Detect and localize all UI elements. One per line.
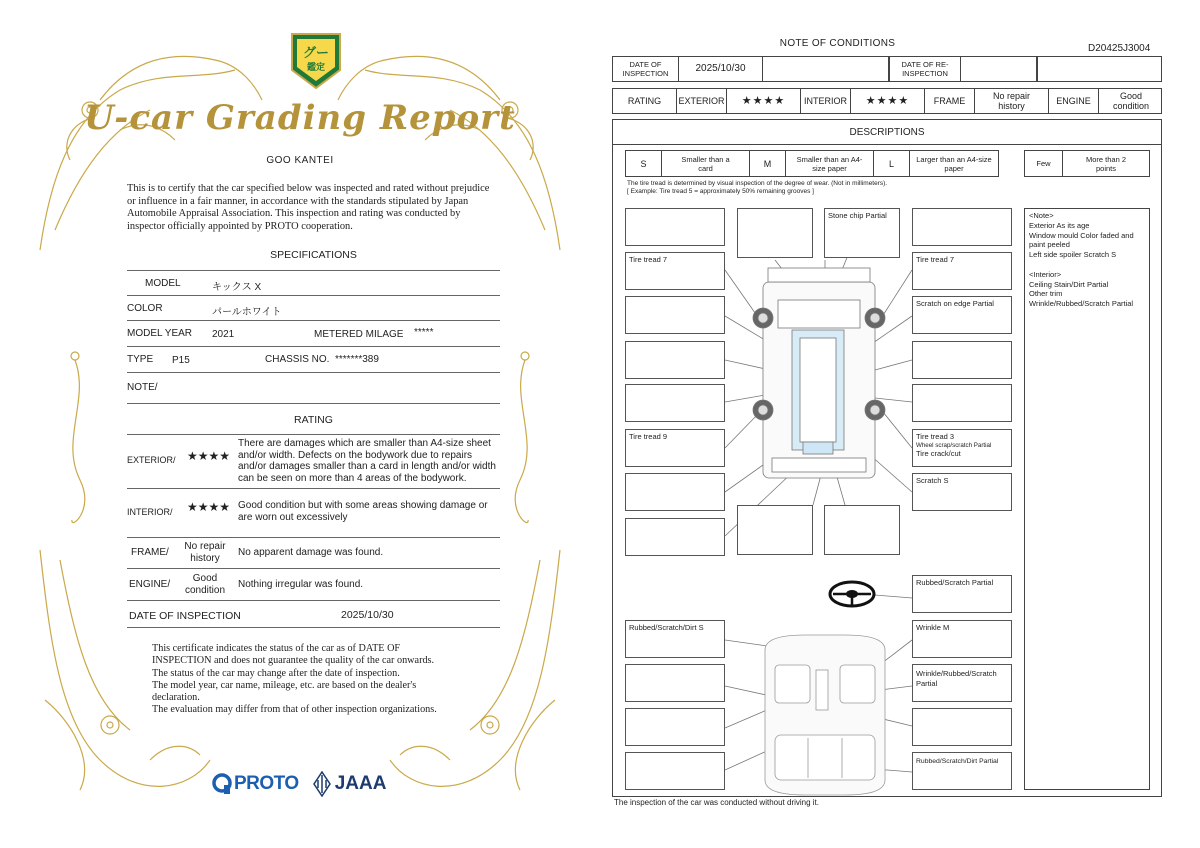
jaaa-mark-icon (313, 771, 331, 797)
chassis-label: CHASSIS NO. (265, 354, 330, 365)
issuer-logos (212, 770, 386, 798)
proto-logo (212, 773, 299, 795)
annotation-box (625, 664, 725, 702)
disclaimer-line: The evaluation may differ from that of other inspection organizations. (152, 704, 437, 716)
interior-stars: ★★★★ (187, 500, 231, 514)
engine-value: Good condition (1112, 91, 1150, 111)
type-row (127, 347, 500, 373)
jaaa-logo (313, 771, 387, 797)
legend-few: Few (1025, 151, 1063, 176)
annotation-box (912, 341, 1012, 379)
annotation-text: Wrinkle M (916, 623, 950, 632)
legend-s-text: Smaller than a card (662, 151, 750, 176)
annotation-box-tire-rl (625, 429, 725, 467)
frame-grade: No repair history (184, 541, 226, 564)
frame-value: No repair history (975, 89, 1049, 113)
specifications-heading: SPECIFICATIONS (270, 249, 357, 261)
annotation-text: Tire tread 3 (916, 432, 955, 441)
note-row (127, 373, 500, 404)
svg-text:鑑定: 鑑定 (306, 63, 326, 73)
model-year-label: MODEL YEAR (127, 328, 193, 339)
inspection-footnote: The inspection of the car was conducted without driving it. (614, 798, 819, 807)
model-year-row (127, 321, 500, 347)
frame-description: No apparent damage was found. (238, 547, 384, 558)
engine-label: ENGINE/ (129, 579, 171, 590)
color-row (127, 296, 500, 321)
annotation-text: Tire tread 9 (629, 432, 668, 441)
chassis-value: *******389 (335, 354, 379, 365)
annotation-text: Scratch S (916, 476, 949, 485)
annotation-box-interior-left (625, 620, 725, 658)
annotation-text: Tire tread 7 (629, 255, 668, 264)
annotation-box (912, 708, 1012, 746)
type-value: P15 (172, 355, 190, 366)
date-of-inspection-value: 2025/10/30 (679, 57, 763, 81)
annotation-text: Wrinkle/Rubbed/Scratch Partial (916, 669, 997, 688)
proto-logo-text: PROTO (234, 773, 299, 794)
disclaimer-line: The status of the car may change after the date of inspection. (152, 667, 400, 679)
interior-description: Good condition but with some areas showing damage or are worn out excessively (238, 500, 488, 523)
engine-label: ENGINE (1049, 89, 1099, 113)
annotation-box (625, 341, 725, 379)
date-of-inspection-value: 2025/10/30 (341, 609, 394, 621)
side-note-line: Window mould Color faded and paint peeled (1029, 230, 1134, 250)
legend-m: M (750, 151, 786, 176)
exterior-label: EXTERIOR/ (127, 455, 176, 465)
annotation-box (912, 384, 1012, 422)
annotation-box (737, 208, 813, 258)
side-note-line: Ceiling Stain/Dirt Partial (1029, 279, 1109, 289)
model-year-value: 2021 (212, 329, 235, 340)
proto-mark-icon (212, 773, 232, 795)
annotation-text: Rubbed/Scratch Partial (916, 578, 994, 587)
side-note-spacer (1029, 260, 1145, 270)
annotation-box (625, 708, 725, 746)
note-label: NOTE/ (127, 382, 158, 393)
annotation-text: Rubbed/Scratch/Dirt Partial (916, 758, 999, 765)
annotation-box (625, 208, 725, 246)
svg-text:グー: グー (302, 46, 330, 61)
annotation-box-scratch-s (912, 473, 1012, 511)
annotation-box-wrinkle-rubbed (912, 664, 1012, 702)
report-code: D20425J3004 (1088, 43, 1151, 54)
annotation-box-tire-rr (912, 429, 1012, 467)
model-value: キックス X (212, 282, 262, 293)
legend-s: S (626, 151, 662, 176)
rating-heading: RATING (294, 414, 333, 426)
annotation-box (625, 384, 725, 422)
annotation-box-tire-fl (625, 252, 725, 290)
annotation-text: Tire crack/cut (916, 449, 961, 458)
annotation-box-rear-seat (912, 752, 1012, 790)
annotation-text: Stone chip Partial (828, 211, 887, 220)
annotation-box-scratch-edge (912, 296, 1012, 334)
color-value: パールホワイト (212, 307, 282, 318)
exterior-rating-row (127, 435, 500, 489)
side-note-line: Exterior As its age (1029, 220, 1090, 230)
certificate-title: U-car Grading Report (84, 98, 516, 138)
annotation-text: Scratch on edge Partial (916, 299, 994, 308)
metered-milage-value: ***** (414, 327, 434, 338)
annotation-box (912, 208, 1012, 246)
side-note-panel (1024, 208, 1150, 790)
certificate-subtitle: GOO KANTEI (266, 155, 334, 166)
side-note-text (1025, 209, 1149, 311)
rating-label: RATING (613, 89, 677, 113)
date-of-reinspection-label: DATE OF RE-INSPECTION (889, 57, 961, 81)
color-label: COLOR (127, 303, 163, 314)
note-of-conditions (600, 0, 1200, 848)
annotation-box-steering (912, 575, 1012, 613)
engine-rating-row (127, 569, 500, 601)
steering-wheel-icon (830, 582, 874, 606)
interior-label: INTERIOR (801, 89, 851, 113)
disclaimer-line: This certificate indicates the status of the car as of DATE OF (152, 643, 401, 654)
frame-label: FRAME/ (131, 547, 169, 558)
annotation-box (625, 752, 725, 790)
tire-tread-note-line: [ Example: Tire tread 5 = approximately 50% remaining grooves ] (627, 188, 814, 195)
side-note-line: Other trim (1029, 289, 1063, 299)
metered-milage-label: METERED MILAGE (314, 329, 404, 340)
side-note-line: Left side spoiler Scratch S (1029, 250, 1117, 260)
exterior-label: EXTERIOR (677, 89, 727, 113)
interior-stars: ★★★★ (851, 89, 925, 113)
engine-grade: Good condition (184, 573, 226, 596)
model-label: MODEL (145, 278, 181, 289)
annotation-text: Rubbed/Scratch/Dirt S (629, 623, 704, 632)
disclaimer-line: INSPECTION and does not guarantee the quality of the car onwards. (152, 655, 435, 667)
legend-l: L (874, 151, 910, 176)
tire-tread-note-line: The tire tread is determined by visual inspection of the degree of wear. (Not in millimeters). (627, 180, 888, 187)
descriptions-heading: DESCRIPTIONS (613, 120, 1161, 145)
annotation-box (824, 505, 900, 555)
annotation-box (625, 473, 725, 511)
side-note-heading: <Note> (1029, 211, 1054, 220)
exterior-stars: ★★★★ (187, 449, 231, 463)
exterior-stars: ★★★★ (727, 89, 801, 113)
annotation-box (737, 505, 813, 555)
side-note-line: <Interior> (1029, 269, 1062, 279)
disclaimer-line: The model year, car name, mileage, etc. are based on the dealer's (152, 679, 417, 691)
jaaa-logo-text: JAAA (334, 773, 387, 794)
annotation-box (625, 296, 725, 334)
note-title: NOTE OF CONDITIONS (779, 38, 896, 49)
engine-description: Nothing irregular was found. (238, 579, 364, 590)
frame-rating-row (127, 538, 500, 569)
certificate-disclaimer (152, 643, 482, 717)
date-of-inspection-label: DATE OF INSPECTION (129, 610, 241, 622)
annotation-box-wrinkle (912, 620, 1012, 658)
interior-rating-row (127, 489, 500, 538)
legend-l-text: Larger than an A4-size paper (916, 154, 992, 173)
interior-label: INTERIOR/ (127, 507, 173, 517)
disclaimer-line: declaration. (152, 692, 200, 704)
model-row (127, 271, 500, 296)
legend-few-text: More than 2 points (1085, 154, 1127, 173)
legend-m-text: Smaller than an A4-size paper (786, 151, 874, 176)
date-of-inspection-label: DATE OF INSPECTION (613, 57, 679, 81)
type-label: TYPE (127, 354, 154, 365)
date-of-inspection-row (127, 601, 500, 628)
annotation-box (625, 518, 725, 556)
annotation-text: Wheel scrap/scratch Partial (916, 442, 992, 449)
certificate-intro: This is to certify that the car specified below was inspected and rated without prejudice or influence in a fair manner, in accordance with the standards stipulated by Japan Automobile Appraisal Association. This inspection and rating was conducted by inspector officially appointed by PROTO cooperation. (127, 183, 490, 232)
annotation-box-tire-fr (912, 252, 1012, 290)
annotation-box-stone-chip (824, 208, 900, 258)
annotation-text: Tire tread 7 (916, 255, 955, 264)
side-note-line: Wrinkle/Rubbed/Scratch Partial (1029, 299, 1134, 309)
exterior-description: There are damages which are smaller than A4-size sheet and/or width. Defects on the bodywork due to repairs and/or damages smaller than a card in length and/or width can be seen on more than 4 areas of the bodywork. (238, 438, 496, 484)
goo-kantei-badge (288, 30, 344, 92)
frame-label: FRAME (925, 89, 975, 113)
